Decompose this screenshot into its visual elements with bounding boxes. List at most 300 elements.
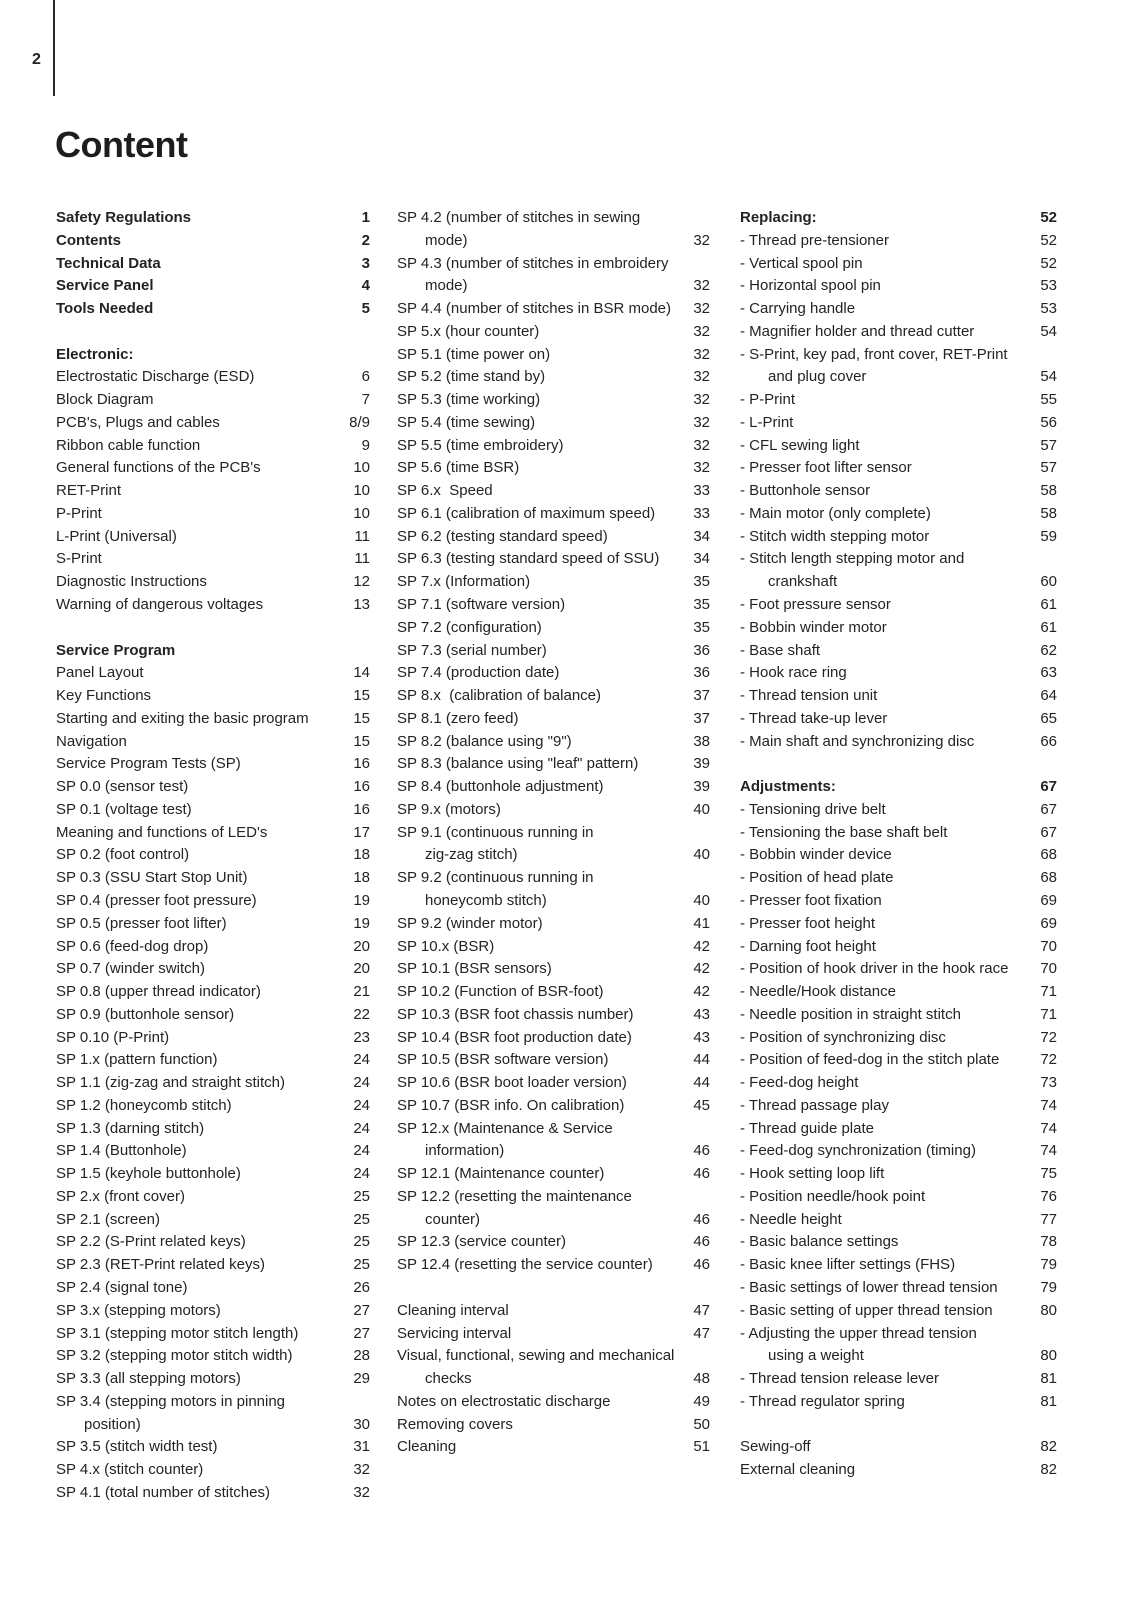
toc-entry-label: Cleaning interval <box>397 1301 509 1319</box>
toc-entry-label: SP 1.2 (honeycomb stitch) <box>56 1096 232 1114</box>
toc-entry-page: 20 <box>353 960 370 978</box>
toc-entry-label: - Thread pre-tensioner <box>740 231 889 249</box>
toc-entry <box>397 662 710 685</box>
toc-entry <box>397 1186 710 1209</box>
toc-spacer <box>740 1414 1057 1437</box>
toc-entry-page: 10 <box>353 482 370 500</box>
toc-entry <box>397 844 710 867</box>
toc-entry-label: External cleaning <box>740 1461 856 1479</box>
toc-spacer <box>56 617 370 640</box>
toc-entry-page: 46 <box>693 1256 710 1274</box>
toc-entry-page: 15 <box>353 709 370 727</box>
toc-entry-page: 69 <box>1040 914 1057 932</box>
toc-entry <box>397 708 710 731</box>
toc-entry-label: SP 9.1 (continuous running in <box>397 823 594 841</box>
toc-entry-page: 67 <box>1040 823 1057 841</box>
toc-entry-page: 10 <box>353 459 370 477</box>
toc-entry-label: Block Diagram <box>56 391 154 409</box>
toc-entry <box>56 1049 370 1072</box>
toc-entry-label: SP 0.8 (upper thread indicator) <box>56 983 261 1001</box>
toc-entry-page: 1 <box>361 209 370 226</box>
toc-entry <box>56 298 370 321</box>
toc-entry-label: Sewing-off <box>740 1438 811 1456</box>
toc-entry <box>740 913 1057 936</box>
toc-entry-label: Technical Data <box>56 254 161 272</box>
toc-entry <box>397 321 710 344</box>
toc-entry-page: 32 <box>693 368 710 386</box>
toc-entry-label: - S-Print, key pad, front cover, RET-Print <box>740 345 1008 363</box>
toc-entry <box>740 708 1057 731</box>
toc-entry-label: SP 10.x (BSR) <box>397 937 495 955</box>
toc-entry-label: SP 4.x (stitch counter) <box>56 1461 204 1479</box>
toc-entry-label: SP 9.2 (winder motor) <box>397 914 543 932</box>
toc-entry-label: - Stitch length stepping motor and <box>740 550 965 568</box>
toc-entry-label: - Magnifier holder and thread cutter <box>740 322 975 340</box>
toc-entry <box>56 1186 370 1209</box>
toc-entry <box>56 1072 370 1095</box>
toc-entry <box>56 1027 370 1050</box>
toc-entry <box>56 731 370 754</box>
toc-entry-page: 63 <box>1040 664 1057 682</box>
toc-entry-page: 82 <box>1040 1438 1057 1456</box>
toc-entry <box>740 1254 1057 1277</box>
toc-entry-page: 60 <box>1040 573 1057 591</box>
toc-entry-page: 46 <box>693 1165 710 1183</box>
toc-entry-page: 24 <box>353 1142 370 1160</box>
toc-entry-label: Tools Needed <box>56 300 154 318</box>
toc-entry-label: Visual, functional, sewing and mechanical <box>397 1347 675 1365</box>
toc-entry-page: 32 <box>693 459 710 477</box>
toc-entry <box>56 1277 370 1300</box>
toc-entry-label: SP 8.2 (balance using "9") <box>397 732 572 750</box>
toc-entry-page: 34 <box>693 527 710 545</box>
toc-entry-label: - Carrying handle <box>740 300 856 318</box>
toc-entry-label: - Position of feed-dog in the stitch plate <box>740 1051 1000 1069</box>
toc-entry-page: 71 <box>1040 1005 1057 1023</box>
toc-entry-page: 67 <box>1040 800 1057 818</box>
toc-entry <box>740 981 1057 1004</box>
toc-entry <box>56 366 370 389</box>
toc-entry-page: 36 <box>693 664 710 682</box>
toc-entry-page: 42 <box>693 937 710 955</box>
toc-entry <box>740 1186 1057 1209</box>
toc-entry <box>397 366 710 389</box>
toc-entry-page: 43 <box>693 1005 710 1023</box>
toc-entry-page: 36 <box>693 641 710 659</box>
toc-entry-label: SP 8.3 (balance using "leaf" pattern) <box>397 755 639 773</box>
toc-entry <box>740 685 1057 708</box>
toc-entry <box>56 1482 370 1505</box>
toc-entry <box>397 1300 710 1323</box>
toc-entry <box>56 1436 370 1459</box>
toc-entry <box>740 344 1057 367</box>
toc-entry-page: 80 <box>1040 1347 1057 1365</box>
toc-entry-page: 52 <box>1040 231 1057 249</box>
toc-entry <box>740 1118 1057 1141</box>
toc-entry-label: SP 7.1 (software version) <box>397 596 566 614</box>
toc-entry-label: SP 2.1 (screen) <box>56 1210 160 1228</box>
toc-entry <box>56 1209 370 1232</box>
toc-entry-label: General functions of the PCB's <box>56 459 261 477</box>
toc-entry-page: 13 <box>353 596 370 614</box>
toc-entry-label: SP 7.4 (production date) <box>397 664 560 682</box>
toc-entry <box>397 1254 710 1277</box>
toc-entry-page: 37 <box>693 709 710 727</box>
toc-entry-label: SP 8.x (calibration of balance) <box>397 687 602 705</box>
toc-entry <box>56 1118 370 1141</box>
toc-entry <box>397 253 710 276</box>
toc-entry <box>740 435 1057 458</box>
toc-entry <box>397 548 710 571</box>
toc-entry <box>397 822 710 845</box>
toc-entry <box>397 640 710 663</box>
toc-entry-page: 49 <box>693 1392 710 1410</box>
toc-entry <box>740 389 1057 412</box>
toc-entry-label: SP 3.x (stepping motors) <box>56 1301 221 1319</box>
toc-entry-label: crankshaft <box>768 573 838 591</box>
toc-entry-page: 77 <box>1040 1210 1057 1228</box>
toc-entry <box>56 389 370 412</box>
toc-entry <box>397 913 710 936</box>
toc-entry-label: - Base shaft <box>740 641 821 659</box>
toc-entry-label: Notes on electrostatic discharge <box>397 1392 611 1410</box>
toc-entry <box>56 275 370 298</box>
toc-entry <box>397 344 710 367</box>
toc-entry-label: SP 7.x (Information) <box>397 573 531 591</box>
toc-entry-label: - Tensioning drive belt <box>740 800 886 818</box>
toc-entry-label: checks <box>425 1370 472 1388</box>
toc-entry <box>56 890 370 913</box>
toc-entry-page: 25 <box>353 1256 370 1274</box>
toc-entry-label: SP 1.4 (Buttonhole) <box>56 1142 187 1160</box>
toc-entry-label: SP 3.2 (stepping motor stitch width) <box>56 1347 293 1365</box>
toc-entry <box>740 1072 1057 1095</box>
toc-entry-label: SP 0.9 (buttonhole sensor) <box>56 1005 235 1023</box>
toc-entry <box>56 571 370 594</box>
toc-entry-label: SP 8.1 (zero feed) <box>397 709 519 727</box>
toc-entry-label: SP 6.x Speed <box>397 482 493 500</box>
toc-entry-page: 35 <box>693 596 710 614</box>
toc-entry-label: Service Panel <box>56 277 154 295</box>
toc-entry-page: 33 <box>693 482 710 500</box>
toc-entry <box>56 1163 370 1186</box>
toc-entry-page: 30 <box>353 1415 370 1433</box>
toc-entry <box>740 1004 1057 1027</box>
toc-entry-page: 71 <box>1040 983 1057 1001</box>
toc-entry-page: 5 <box>361 300 370 318</box>
toc-entry-label: counter) <box>425 1210 481 1228</box>
toc-entry <box>56 640 370 663</box>
toc-entry <box>740 731 1057 754</box>
toc-entry <box>56 1414 370 1437</box>
toc-entry-page: 38 <box>693 732 710 750</box>
toc-entry <box>56 662 370 685</box>
toc-entry-label: SP 12.1 (Maintenance counter) <box>397 1165 605 1183</box>
toc-entry-label: SP 4.4 (number of stitches in BSR mode) <box>397 300 672 318</box>
toc-entry-page: 62 <box>1040 641 1057 659</box>
toc-entry <box>397 1118 710 1141</box>
toc-entry-page: 3 <box>361 254 370 272</box>
toc-entry-label: SP 5.6 (time BSR) <box>397 459 520 477</box>
toc-entry-label: - P-Print <box>740 391 796 409</box>
toc-entry <box>397 435 710 458</box>
toc-entry <box>56 1300 370 1323</box>
toc-entry-page: 32 <box>693 277 710 295</box>
toc-entry-label: - Main motor (only complete) <box>740 504 931 522</box>
toc-entry-label: - Thread passage play <box>740 1096 889 1114</box>
toc-entry <box>56 253 370 276</box>
toc-entry-page: 32 <box>353 1461 370 1479</box>
toc-entry-page: 16 <box>353 800 370 818</box>
page-title: Content <box>55 124 188 166</box>
toc-entry-label: SP 7.2 (configuration) <box>397 618 542 636</box>
toc-entry-label: SP 1.x (pattern function) <box>56 1051 218 1069</box>
toc-entry-page: 41 <box>693 914 710 932</box>
page-number: 2 <box>32 51 41 68</box>
toc-entry <box>740 412 1057 435</box>
toc-entry-label: S-Print <box>56 550 102 568</box>
toc-entry <box>56 230 370 253</box>
toc-entry <box>56 435 370 458</box>
toc-entry <box>56 207 370 230</box>
toc-entry <box>56 344 370 367</box>
toc-entry <box>397 1391 710 1414</box>
toc-entry-page: 22 <box>353 1005 370 1023</box>
toc-entry <box>56 1004 370 1027</box>
toc-entry-label: - Needle/Hook distance <box>740 983 896 1001</box>
toc-entry-page: 32 <box>693 300 710 318</box>
toc-entry-label: SP 5.x (hour counter) <box>397 322 540 340</box>
toc-entry-page: 70 <box>1040 960 1057 978</box>
toc-entry-label: - Hook race ring <box>740 664 847 682</box>
toc-entry-page: 4 <box>361 277 370 295</box>
toc-entry-page: 20 <box>353 937 370 955</box>
toc-entry-label: Safety Regulations <box>56 209 192 226</box>
toc-entry-page: 79 <box>1040 1278 1057 1296</box>
toc-entry <box>740 480 1057 503</box>
toc-entry <box>740 936 1057 959</box>
toc-spacer <box>740 753 1057 776</box>
toc-entry-label: SP 7.3 (serial number) <box>397 641 547 659</box>
toc-entry-label: SP 3.5 (stitch width test) <box>56 1438 218 1456</box>
toc-entry-label: SP 9.x (motors) <box>397 800 501 818</box>
toc-entry <box>56 1368 370 1391</box>
toc-entry <box>397 298 710 321</box>
toc-entry-label: SP 6.2 (testing standard speed) <box>397 527 608 545</box>
toc-entry-label: SP 1.5 (keyhole buttonhole) <box>56 1165 241 1183</box>
toc-entry-label: - Thread take-up lever <box>740 709 888 727</box>
toc-entry-page: 47 <box>693 1301 710 1319</box>
toc-entry-label: - Thread regulator spring <box>740 1392 905 1410</box>
toc-entry-page: 34 <box>693 550 710 568</box>
toc-entry <box>740 321 1057 344</box>
toc-entry <box>397 457 710 480</box>
toc-entry-page: 51 <box>693 1438 710 1456</box>
toc-entry-label: - Basic settings of lower thread tension <box>740 1278 998 1296</box>
toc-entry-page: 15 <box>353 687 370 705</box>
toc-entry <box>56 1391 370 1414</box>
toc-entry-label: - Position of synchronizing disc <box>740 1028 946 1046</box>
toc-entry-label: position) <box>84 1415 141 1433</box>
toc-entry-label: SP 0.2 (foot control) <box>56 846 190 864</box>
toc-entry <box>397 867 710 890</box>
toc-entry <box>740 890 1057 913</box>
toc-entry-page: 9 <box>361 436 370 454</box>
toc-entry-label: SP 9.2 (continuous running in <box>397 869 594 887</box>
toc-entry <box>740 617 1057 640</box>
toc-entry <box>56 1140 370 1163</box>
toc-entry-label: - Needle position in straight stitch <box>740 1005 961 1023</box>
toc-entry-page: 6 <box>361 368 370 386</box>
toc-entry-label: honeycomb stitch) <box>425 891 547 909</box>
toc-entry <box>740 799 1057 822</box>
margin-rule <box>53 0 55 96</box>
toc-entry-label: PCB's, Plugs and cables <box>56 413 220 431</box>
toc-entry <box>740 1436 1057 1459</box>
toc-entry-label: Meaning and functions of LED's <box>56 823 268 841</box>
toc-entry-page: 52 <box>1040 209 1057 226</box>
toc-entry-label: - Hook setting loop lift <box>740 1165 885 1183</box>
toc-entry-page: 46 <box>693 1210 710 1228</box>
toc-entry-page: 53 <box>1040 300 1057 318</box>
toc-entry-page: 14 <box>353 664 370 682</box>
toc-entry <box>740 822 1057 845</box>
toc-entry-page: 82 <box>1040 1461 1057 1479</box>
toc-entry-label: SP 0.1 (voltage test) <box>56 800 192 818</box>
toc-entry-page: 33 <box>693 504 710 522</box>
toc-entry <box>397 571 710 594</box>
toc-entry-label: - Foot pressure sensor <box>740 596 891 614</box>
toc-entry-page: 27 <box>353 1324 370 1342</box>
toc-entry-page: 32 <box>693 322 710 340</box>
toc-entry-label: SP 0.6 (feed-dog drop) <box>56 937 209 955</box>
toc-entry <box>740 1459 1057 1482</box>
toc-entry-page: 68 <box>1040 869 1057 887</box>
toc-entry-label: Electronic: <box>56 345 134 363</box>
toc-entry-label: SP 2.3 (RET-Print related keys) <box>56 1256 265 1274</box>
toc-entry-page: 53 <box>1040 277 1057 295</box>
toc-entry <box>740 571 1057 594</box>
toc-entry-label: - Thread tension release lever <box>740 1370 939 1388</box>
toc-entry-label: Contents <box>56 231 121 249</box>
toc-entry-page: 56 <box>1040 413 1057 431</box>
toc-entry-page: 35 <box>693 573 710 591</box>
toc-entry <box>740 1368 1057 1391</box>
toc-entry-label: SP 12.2 (resetting the maintenance <box>397 1187 632 1205</box>
toc-entry <box>56 685 370 708</box>
toc-entry <box>740 503 1057 526</box>
toc-entry-page: 78 <box>1040 1233 1057 1251</box>
toc-entry-page: 29 <box>353 1370 370 1388</box>
toc-entry-page: 54 <box>1040 322 1057 340</box>
toc-entry-label: - Buttonhole sensor <box>740 482 871 500</box>
toc-entry-page: 46 <box>693 1233 710 1251</box>
toc-entry-page: 12 <box>353 573 370 591</box>
toc-entry-page: 69 <box>1040 891 1057 909</box>
toc-entry <box>56 1459 370 1482</box>
toc-entry-label: SP 12.4 (resetting the service counter) <box>397 1256 653 1274</box>
toc-entry-label: Cleaning <box>397 1438 457 1456</box>
toc-column-1 <box>56 207 370 1505</box>
toc-entry <box>397 1049 710 1072</box>
toc-entry-page: 27 <box>353 1301 370 1319</box>
toc-entry-label: - Feed-dog height <box>740 1074 859 1092</box>
toc-entry-page: 39 <box>693 755 710 773</box>
toc-entry-page: 39 <box>693 778 710 796</box>
toc-entry <box>397 230 710 253</box>
toc-entry-page: 32 <box>693 231 710 249</box>
toc-entry <box>397 1209 710 1232</box>
toc-entry-label: SP 8.4 (buttonhole adjustment) <box>397 778 604 796</box>
toc-entry-label: SP 5.3 (time working) <box>397 391 541 409</box>
toc-entry <box>397 1368 710 1391</box>
toc-entry <box>397 799 710 822</box>
toc-entry-page: 18 <box>353 869 370 887</box>
toc-entry-page: 35 <box>693 618 710 636</box>
toc-entry <box>56 412 370 435</box>
toc-entry-page: 52 <box>1040 254 1057 272</box>
toc-entry <box>740 366 1057 389</box>
toc-entry-label: - Horizontal spool pin <box>740 277 881 295</box>
toc-entry-page: 81 <box>1040 1392 1057 1410</box>
toc-entry-label: Panel Layout <box>56 664 144 682</box>
toc-entry <box>740 1140 1057 1163</box>
toc-entry <box>56 708 370 731</box>
toc-entry <box>740 640 1057 663</box>
toc-entry-label: - Position of head plate <box>740 869 894 887</box>
toc-entry <box>397 207 710 230</box>
toc-entry-label: and plug cover <box>768 368 867 386</box>
toc-entry-label: SP 0.10 (P-Print) <box>56 1028 170 1046</box>
toc-entry-page: 31 <box>353 1438 370 1456</box>
toc-entry-page: 67 <box>1040 778 1057 796</box>
toc-entry <box>56 799 370 822</box>
toc-entry-page: 37 <box>693 687 710 705</box>
toc-entry-page: 40 <box>693 891 710 909</box>
toc-entry <box>56 936 370 959</box>
toc-entry-page: 72 <box>1040 1051 1057 1069</box>
toc-entry-page: 74 <box>1040 1096 1057 1114</box>
toc-entry-page: 50 <box>693 1415 710 1433</box>
toc-entry <box>397 617 710 640</box>
toc-entry <box>56 594 370 617</box>
toc-entry <box>397 1345 710 1368</box>
toc-entry-label: Removing covers <box>397 1415 513 1433</box>
toc-entry <box>740 1049 1057 1072</box>
toc-entry-page: 61 <box>1040 596 1057 614</box>
toc-entry-label: - Basic balance settings <box>740 1233 899 1251</box>
toc-entry <box>56 867 370 890</box>
toc-entry-page: 68 <box>1040 846 1057 864</box>
toc-entry-page: 24 <box>353 1119 370 1137</box>
toc-entry <box>740 457 1057 480</box>
toc-entry-label: SP 10.4 (BSR foot production date) <box>397 1028 632 1046</box>
toc-entry-page: 57 <box>1040 436 1057 454</box>
toc-entry <box>397 1231 710 1254</box>
toc-entry-label: SP 3.1 (stepping motor stitch length) <box>56 1324 299 1342</box>
toc-entry <box>397 526 710 549</box>
toc-entry-label: SP 10.7 (BSR info. On calibration) <box>397 1096 625 1114</box>
toc-entry-label: SP 6.3 (testing standard speed of SSU) <box>397 550 660 568</box>
toc-entry-label: L-Print (Universal) <box>56 527 177 545</box>
toc-column-2 <box>397 207 710 1459</box>
toc-entry-label: SP 12.3 (service counter) <box>397 1233 566 1251</box>
toc-entry <box>740 1209 1057 1232</box>
toc-entry <box>740 1231 1057 1254</box>
toc-entry-label: SP 4.3 (number of stitches in embroidery <box>397 254 669 272</box>
toc-entry <box>397 685 710 708</box>
toc-entry-label: SP 10.3 (BSR foot chassis number) <box>397 1005 634 1023</box>
